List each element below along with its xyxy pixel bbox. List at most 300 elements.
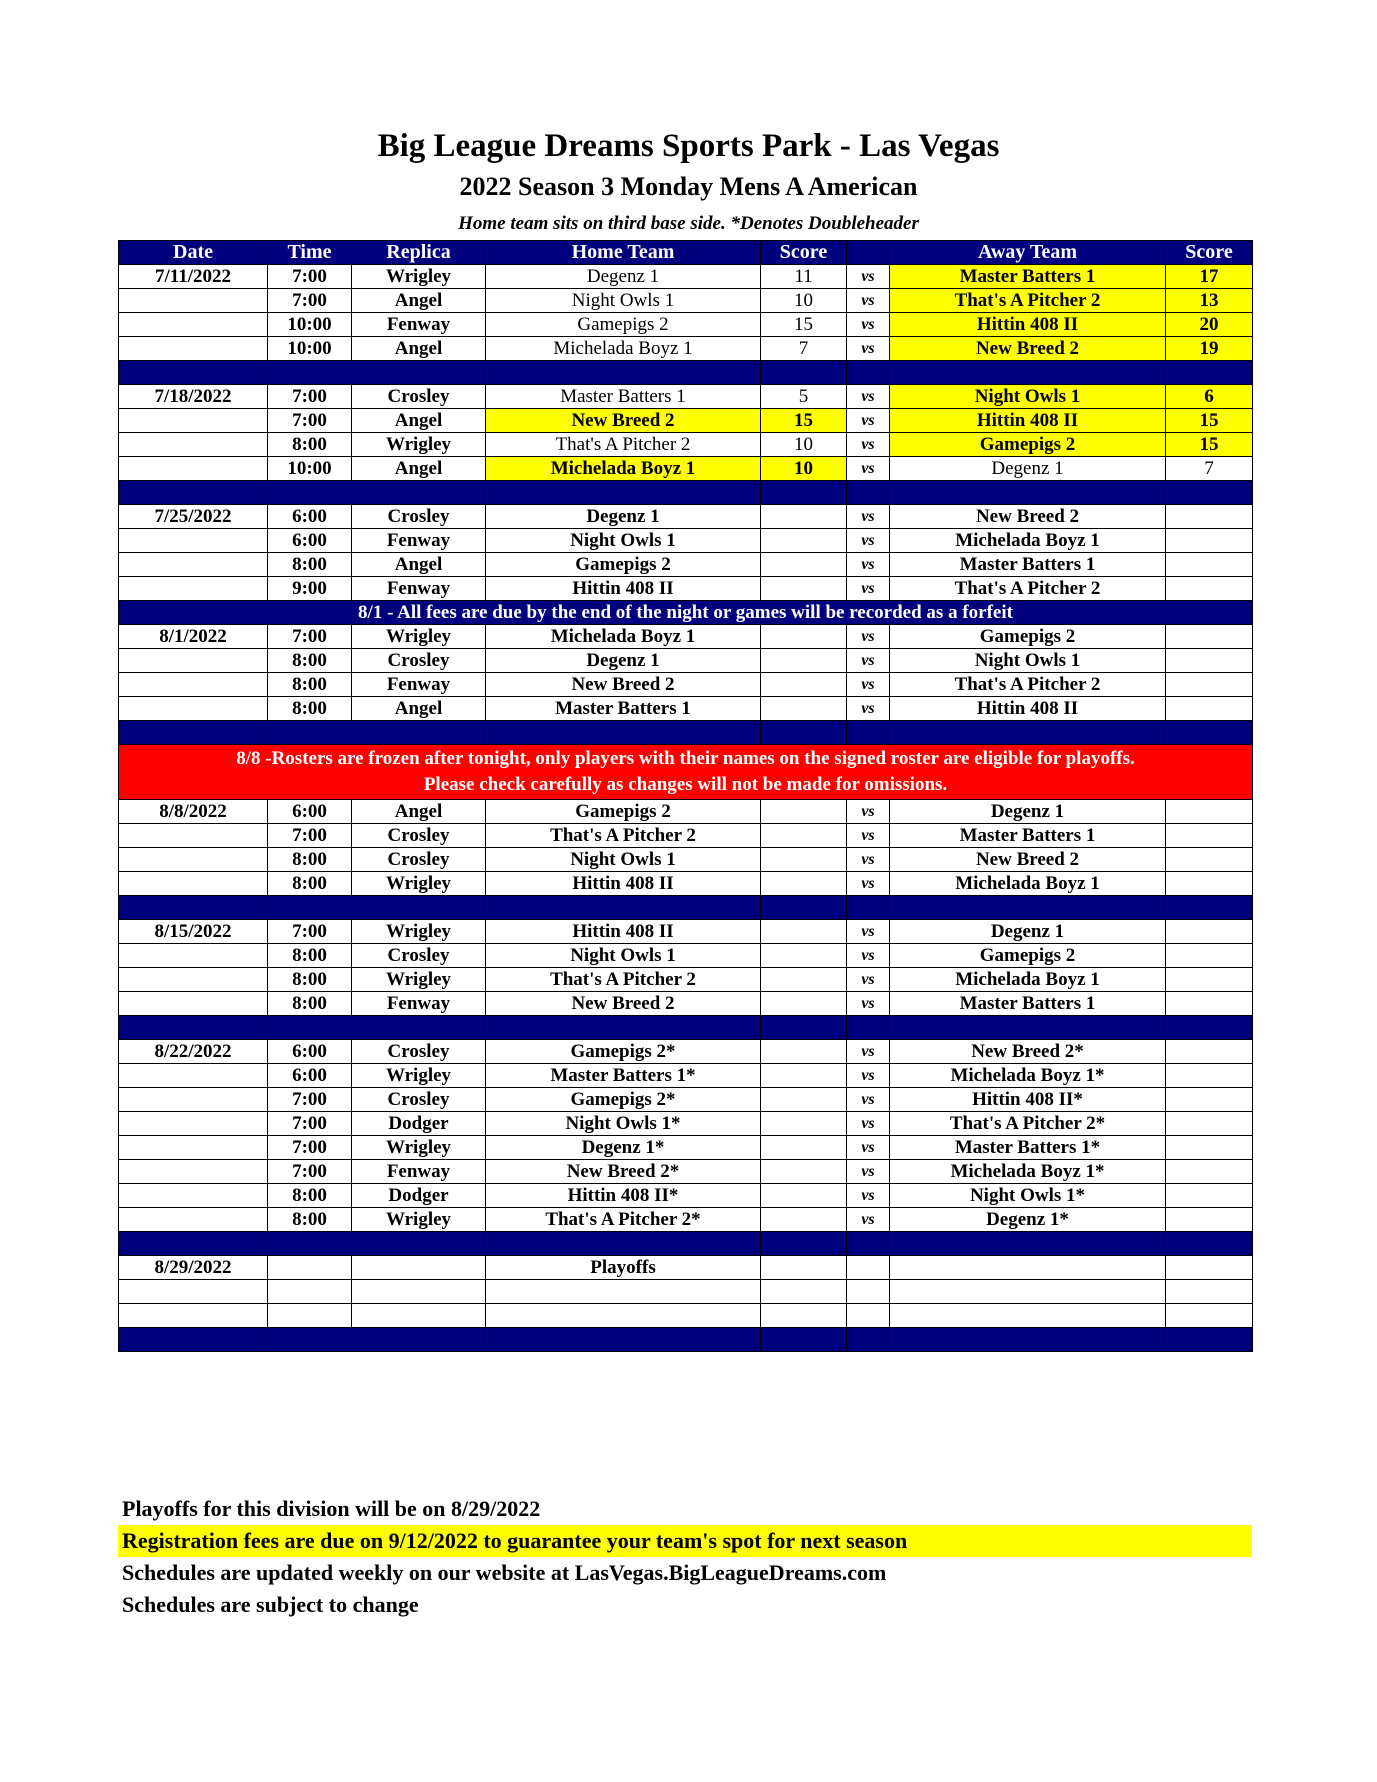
away-team-cell: Michelada Boyz 1*: [890, 1064, 1166, 1088]
game-row: [119, 824, 1253, 848]
home-score-cell: [761, 1064, 847, 1088]
date-cell: [119, 649, 268, 673]
time-cell: 8:00: [268, 968, 352, 992]
vs-cell: vs: [847, 1184, 890, 1208]
time-cell: 8:00: [268, 1184, 352, 1208]
table-header-row: [119, 241, 1253, 265]
col-header-time: Time: [268, 241, 352, 265]
game-row: [119, 1112, 1253, 1136]
home-team-cell: Night Owls 1: [486, 529, 761, 553]
roster-freeze-notice: [119, 745, 1253, 800]
home-score-cell: [761, 529, 847, 553]
home-team-cell: That's A Pitcher 2: [486, 433, 761, 457]
separator-cell: [352, 721, 486, 745]
notice-row: [119, 601, 1253, 625]
away-team-cell: Degenz 1: [890, 457, 1166, 481]
away-score-cell: [1166, 920, 1253, 944]
away-team-cell: Gamepigs 2: [890, 625, 1166, 649]
away-team-cell: New Breed 2: [890, 505, 1166, 529]
away-team-cell: Hittin 408 II: [890, 697, 1166, 721]
date-cell: [119, 409, 268, 433]
home-score-cell: [761, 872, 847, 896]
home-score-cell: 7: [761, 337, 847, 361]
home-team-cell: Master Batters 1: [486, 385, 761, 409]
home-score-cell: [761, 920, 847, 944]
away-team-cell: New Breed 2: [890, 848, 1166, 872]
vs-cell: vs: [847, 649, 890, 673]
date-cell: [119, 992, 268, 1016]
field-cell: Fenway: [352, 529, 486, 553]
game-row: [119, 385, 1253, 409]
separator-cell: [761, 896, 847, 920]
away-score-cell: [1166, 505, 1253, 529]
away-team-cell: Michelada Boyz 1: [890, 968, 1166, 992]
field-cell: Crosley: [352, 824, 486, 848]
away-team-cell: New Breed 2*: [890, 1040, 1166, 1064]
vs-cell: [847, 1256, 890, 1280]
vs-cell: vs: [847, 409, 890, 433]
separator-cell: [890, 361, 1166, 385]
time-cell: 7:00: [268, 385, 352, 409]
game-row: [119, 433, 1253, 457]
vs-cell: vs: [847, 265, 890, 289]
game-row: [119, 553, 1253, 577]
date-cell: 8/22/2022: [119, 1040, 268, 1064]
vs-cell: vs: [847, 313, 890, 337]
separator-cell: [847, 361, 890, 385]
separator-cell: [352, 1328, 486, 1352]
game-row: [119, 289, 1253, 313]
time-cell: 7:00: [268, 1160, 352, 1184]
away-score-cell: 15: [1166, 409, 1253, 433]
date-cell: [119, 872, 268, 896]
date-cell: [119, 824, 268, 848]
home-score-cell: [761, 1256, 847, 1280]
home-score-cell: [761, 944, 847, 968]
away-score-cell: [1166, 1280, 1253, 1304]
home-score-cell: 10: [761, 433, 847, 457]
date-cell: [119, 553, 268, 577]
vs-cell: vs: [847, 1208, 890, 1232]
home-score-cell: 5: [761, 385, 847, 409]
home-score-cell: [761, 577, 847, 601]
week-separator-row: [119, 481, 1253, 505]
game-row: [119, 968, 1253, 992]
time-cell: 7:00: [268, 409, 352, 433]
separator-cell: [268, 896, 352, 920]
date-cell: [119, 1064, 268, 1088]
time-cell: 8:00: [268, 673, 352, 697]
separator-cell: [352, 1232, 486, 1256]
field-cell: Fenway: [352, 1160, 486, 1184]
time-cell: 7:00: [268, 920, 352, 944]
field-cell: [352, 1280, 486, 1304]
away-score-cell: [1166, 824, 1253, 848]
date-cell: 8/15/2022: [119, 920, 268, 944]
home-team-cell: Degenz 1: [486, 505, 761, 529]
vs-cell: vs: [847, 433, 890, 457]
away-score-cell: 15: [1166, 433, 1253, 457]
away-score-cell: 6: [1166, 385, 1253, 409]
separator-cell: [761, 1232, 847, 1256]
time-cell: 10:00: [268, 457, 352, 481]
away-score-cell: 20: [1166, 313, 1253, 337]
field-cell: Angel: [352, 697, 486, 721]
game-row: [119, 673, 1253, 697]
vs-cell: vs: [847, 577, 890, 601]
away-score-cell: [1166, 1112, 1253, 1136]
away-score-cell: [1166, 872, 1253, 896]
time-cell: 8:00: [268, 649, 352, 673]
away-score-cell: [1166, 625, 1253, 649]
time-cell: 8:00: [268, 992, 352, 1016]
away-team-cell: Michelada Boyz 1: [890, 529, 1166, 553]
field-cell: Crosley: [352, 505, 486, 529]
home-team-cell: Night Owls 1: [486, 289, 761, 313]
home-score-cell: [761, 553, 847, 577]
away-team-cell: Night Owls 1*: [890, 1184, 1166, 1208]
away-team-cell: Master Batters 1: [890, 553, 1166, 577]
home-team-cell: Michelada Boyz 1: [486, 337, 761, 361]
away-score-cell: [1166, 649, 1253, 673]
vs-cell: vs: [847, 872, 890, 896]
schedule-body: [119, 265, 1253, 1352]
home-team-cell: Gamepigs 2*: [486, 1088, 761, 1112]
time-cell: 7:00: [268, 824, 352, 848]
home-score-cell: 15: [761, 409, 847, 433]
col-header-home-team: Home Team: [486, 241, 761, 265]
away-score-cell: [1166, 1208, 1253, 1232]
separator-cell: [890, 1232, 1166, 1256]
away-team-cell: [890, 1304, 1166, 1328]
schedule-table: [118, 240, 1253, 1352]
notice-text: 8/1 - All fees are due by the end of the night or games will be recorded as a forfeit: [358, 602, 1013, 623]
home-score-cell: [761, 1208, 847, 1232]
notice-text: 8/8 -Rosters are frozen after tonight, only players with their names on the signed roster are eligible for playoffs.: [236, 748, 1135, 769]
vs-cell: vs: [847, 673, 890, 697]
week-separator-row: [119, 1328, 1253, 1352]
field-cell: Dodger: [352, 1112, 486, 1136]
separator-cell: [1166, 1232, 1253, 1256]
time-cell: 7:00: [268, 1136, 352, 1160]
away-score-cell: [1166, 992, 1253, 1016]
home-team-cell: Gamepigs 2: [486, 800, 761, 824]
home-score-cell: 15: [761, 313, 847, 337]
home-team-cell: Hittin 408 II*: [486, 1184, 761, 1208]
time-cell: [268, 1304, 352, 1328]
game-row: [119, 992, 1253, 1016]
vs-cell: vs: [847, 1088, 890, 1112]
notice-row: [119, 745, 1253, 800]
away-score-cell: [1166, 529, 1253, 553]
home-score-cell: [761, 697, 847, 721]
game-row: [119, 265, 1253, 289]
field-cell: Angel: [352, 289, 486, 313]
separator-cell: [486, 481, 761, 505]
game-row: [119, 697, 1253, 721]
field-cell: [352, 1304, 486, 1328]
away-score-cell: 17: [1166, 265, 1253, 289]
game-row: [119, 457, 1253, 481]
vs-cell: vs: [847, 625, 890, 649]
away-score-cell: [1166, 1160, 1253, 1184]
home-score-cell: [761, 1112, 847, 1136]
home-team-cell: New Breed 2: [486, 673, 761, 697]
separator-cell: [486, 1328, 761, 1352]
date-cell: [119, 1088, 268, 1112]
away-score-cell: [1166, 1184, 1253, 1208]
date-cell: 7/25/2022: [119, 505, 268, 529]
vs-cell: vs: [847, 848, 890, 872]
field-cell: Crosley: [352, 385, 486, 409]
date-cell: 7/18/2022: [119, 385, 268, 409]
field-cell: Crosley: [352, 848, 486, 872]
date-cell: [119, 289, 268, 313]
home-team-cell: Hittin 408 II: [486, 920, 761, 944]
time-cell: 10:00: [268, 337, 352, 361]
away-team-cell: Michelada Boyz 1: [890, 872, 1166, 896]
away-team-cell: Degenz 1: [890, 920, 1166, 944]
change-note: Schedules are subject to change: [122, 1592, 419, 1617]
field-cell: Wrigley: [352, 1136, 486, 1160]
separator-cell: [890, 721, 1166, 745]
separator-cell: [119, 1328, 268, 1352]
field-cell: Wrigley: [352, 920, 486, 944]
field-cell: Angel: [352, 409, 486, 433]
game-row: [119, 848, 1253, 872]
field-cell: Crosley: [352, 944, 486, 968]
playoffs-note: Playoffs for this division will be on 8/29/2022: [122, 1496, 541, 1521]
time-cell: 6:00: [268, 1040, 352, 1064]
separator-cell: [761, 1328, 847, 1352]
time-cell: 8:00: [268, 872, 352, 896]
away-team-cell: That's A Pitcher 2: [890, 289, 1166, 313]
field-cell: Angel: [352, 800, 486, 824]
separator-cell: [268, 481, 352, 505]
field-cell: Crosley: [352, 1088, 486, 1112]
vs-cell: vs: [847, 385, 890, 409]
separator-cell: [352, 1016, 486, 1040]
time-cell: 8:00: [268, 553, 352, 577]
home-team-cell: Gamepigs 2*: [486, 1040, 761, 1064]
game-row: [119, 872, 1253, 896]
away-team-cell: [890, 1280, 1166, 1304]
vs-cell: [847, 1280, 890, 1304]
website-note: Schedules are updated weekly on our website at LasVegas.BigLeagueDreams.com: [122, 1560, 887, 1585]
game-row: [119, 1136, 1253, 1160]
field-cell: Wrigley: [352, 625, 486, 649]
game-row: [119, 1280, 1253, 1304]
vs-cell: vs: [847, 505, 890, 529]
date-cell: [119, 697, 268, 721]
vs-cell: vs: [847, 1040, 890, 1064]
home-team-cell: Playoffs: [486, 1256, 761, 1280]
game-row: [119, 800, 1253, 824]
time-cell: 6:00: [268, 1064, 352, 1088]
game-row: [119, 625, 1253, 649]
game-row: [119, 313, 1253, 337]
separator-cell: [268, 1016, 352, 1040]
separator-cell: [352, 361, 486, 385]
game-row: [119, 1184, 1253, 1208]
field-cell: Wrigley: [352, 968, 486, 992]
separator-cell: [119, 481, 268, 505]
game-row: [119, 1040, 1253, 1064]
separator-cell: [1166, 1328, 1253, 1352]
home-team-cell: That's A Pitcher 2: [486, 824, 761, 848]
away-team-cell: Degenz 1*: [890, 1208, 1166, 1232]
field-cell: Wrigley: [352, 1064, 486, 1088]
col-header-replica: Replica: [352, 241, 486, 265]
field-cell: Angel: [352, 553, 486, 577]
notice-text-line2: Please check carefully as changes will not be made for omissions.: [423, 774, 948, 795]
home-team-cell: Night Owls 1*: [486, 1112, 761, 1136]
away-score-cell: [1166, 968, 1253, 992]
week-separator-row: [119, 896, 1253, 920]
separator-cell: [847, 721, 890, 745]
vs-cell: vs: [847, 553, 890, 577]
home-team-cell: Michelada Boyz 1: [486, 625, 761, 649]
home-score-cell: [761, 1040, 847, 1064]
game-row: [119, 577, 1253, 601]
vs-cell: vs: [847, 992, 890, 1016]
game-row: [119, 944, 1253, 968]
home-score-cell: [761, 1136, 847, 1160]
date-cell: 8/29/2022: [119, 1256, 268, 1280]
date-cell: [119, 1184, 268, 1208]
away-score-cell: [1166, 577, 1253, 601]
date-cell: [119, 1160, 268, 1184]
field-cell: Dodger: [352, 1184, 486, 1208]
away-team-cell: Degenz 1: [890, 800, 1166, 824]
time-cell: 8:00: [268, 1208, 352, 1232]
game-row: [119, 529, 1253, 553]
page-title: Big League Dreams Sports Park - Las Vegas: [377, 128, 1000, 164]
home-score-cell: 10: [761, 457, 847, 481]
home-team-cell: Gamepigs 2: [486, 553, 761, 577]
vs-cell: vs: [847, 920, 890, 944]
time-cell: 8:00: [268, 697, 352, 721]
time-cell: 8:00: [268, 944, 352, 968]
home-team-cell: Master Batters 1: [486, 697, 761, 721]
time-cell: 9:00: [268, 577, 352, 601]
separator-cell: [352, 896, 486, 920]
separator-cell: [890, 896, 1166, 920]
home-score-cell: [761, 1160, 847, 1184]
date-cell: [119, 1280, 268, 1304]
home-score-cell: [761, 673, 847, 697]
separator-cell: [1166, 896, 1253, 920]
home-score-cell: [761, 848, 847, 872]
separator-cell: [761, 1016, 847, 1040]
game-row: [119, 1304, 1253, 1328]
schedule-note: Home team sits on third base side. *Denotes Doubleheader: [458, 213, 919, 234]
separator-cell: [761, 361, 847, 385]
home-score-cell: [761, 649, 847, 673]
home-team-cell: New Breed 2*: [486, 1160, 761, 1184]
date-cell: [119, 1136, 268, 1160]
away-team-cell: Master Batters 1: [890, 992, 1166, 1016]
away-team-cell: That's A Pitcher 2: [890, 673, 1166, 697]
field-cell: Wrigley: [352, 265, 486, 289]
separator-cell: [268, 1232, 352, 1256]
away-team-cell: Gamepigs 2: [890, 433, 1166, 457]
away-team-cell: Hittin 408 II*: [890, 1088, 1166, 1112]
home-team-cell: Night Owls 1: [486, 944, 761, 968]
vs-cell: [847, 1304, 890, 1328]
away-team-cell: New Breed 2: [890, 337, 1166, 361]
vs-cell: vs: [847, 824, 890, 848]
home-team-cell: Degenz 1*: [486, 1136, 761, 1160]
home-team-cell: [486, 1280, 761, 1304]
separator-cell: [486, 361, 761, 385]
away-score-cell: [1166, 1064, 1253, 1088]
away-score-cell: [1166, 553, 1253, 577]
separator-cell: [1166, 721, 1253, 745]
away-team-cell: Gamepigs 2: [890, 944, 1166, 968]
away-score-cell: [1166, 800, 1253, 824]
separator-cell: [119, 721, 268, 745]
vs-cell: vs: [847, 1112, 890, 1136]
away-score-cell: [1166, 1256, 1253, 1280]
vs-cell: vs: [847, 1136, 890, 1160]
game-row: [119, 1088, 1253, 1112]
home-team-cell: New Breed 2: [486, 409, 761, 433]
separator-cell: [761, 481, 847, 505]
date-cell: 8/8/2022: [119, 800, 268, 824]
home-team-cell: Degenz 1: [486, 649, 761, 673]
away-team-cell: Hittin 408 II: [890, 409, 1166, 433]
date-cell: [119, 944, 268, 968]
time-cell: 7:00: [268, 1088, 352, 1112]
away-score-cell: [1166, 1040, 1253, 1064]
date-cell: [119, 433, 268, 457]
separator-cell: [1166, 481, 1253, 505]
away-team-cell: That's A Pitcher 2*: [890, 1112, 1166, 1136]
home-team-cell: Degenz 1: [486, 265, 761, 289]
time-cell: 7:00: [268, 289, 352, 313]
separator-cell: [486, 721, 761, 745]
game-row: [119, 337, 1253, 361]
date-cell: [119, 457, 268, 481]
game-row: [119, 505, 1253, 529]
away-score-cell: [1166, 673, 1253, 697]
vs-cell: vs: [847, 800, 890, 824]
field-cell: Fenway: [352, 673, 486, 697]
time-cell: 7:00: [268, 1112, 352, 1136]
field-cell: [352, 1256, 486, 1280]
vs-cell: vs: [847, 529, 890, 553]
away-team-cell: Master Batters 1: [890, 824, 1166, 848]
game-row: [119, 1064, 1253, 1088]
time-cell: 7:00: [268, 265, 352, 289]
vs-cell: vs: [847, 1064, 890, 1088]
separator-cell: [847, 1232, 890, 1256]
field-cell: Angel: [352, 337, 486, 361]
vs-cell: vs: [847, 697, 890, 721]
separator-cell: [847, 1328, 890, 1352]
field-cell: Fenway: [352, 577, 486, 601]
away-team-cell: [890, 1256, 1166, 1280]
field-cell: Wrigley: [352, 872, 486, 896]
home-team-cell: New Breed 2: [486, 992, 761, 1016]
week-separator-row: [119, 361, 1253, 385]
time-cell: 6:00: [268, 800, 352, 824]
away-team-cell: Hittin 408 II: [890, 313, 1166, 337]
separator-cell: [119, 896, 268, 920]
game-row: [119, 409, 1253, 433]
game-row: [119, 649, 1253, 673]
